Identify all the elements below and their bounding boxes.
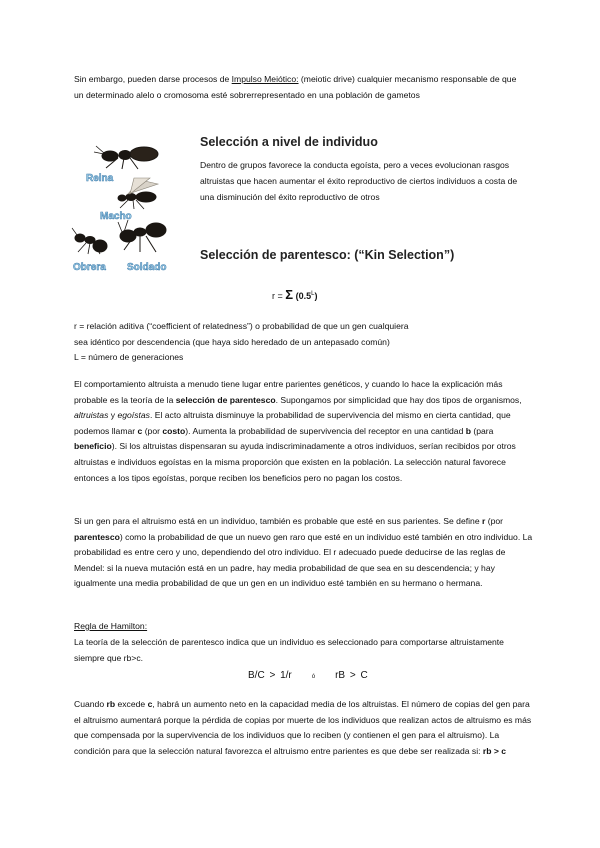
text-run: . Supongamos por simplicidad que hay dos tipos de organismos, — [275, 394, 522, 405]
bold-term: parentesco — [74, 531, 120, 542]
text-run: (para — [470, 425, 494, 436]
text-run: El comportamiento altruista a menudo tiene lugar entre parientes genéticos, y cuando lo hace la explicación más probable es la teoría de la — [74, 379, 503, 405]
bold-term: c — [147, 699, 153, 709]
formula-lhs: r = — [272, 291, 283, 301]
text-run: ). Aumenta la probabilidad de supervivencia del receptor en una cantidad — [185, 425, 466, 436]
text-run: , habrá un aumento neto en la capacidad media de los altruistas. El número de copias del gen para el altruismo aumentará porque la pérdida de copias por muerte de los individuos que realizan actos de altruismo es más que compensada por la supervivencia de los individuos que lo reciben (y contienen el gen para el altruismo). La condición para que la selección natural favorezca el altruismo entre parientes es que debe ser realizada si: — [74, 699, 532, 756]
queen-ant-image — [94, 146, 158, 169]
definition-r: r = relación aditiva (“coefficient of relatedness”) o probabilidad de que un gen cualquiera — [74, 321, 409, 331]
bold-term: beneficio — [74, 441, 112, 452]
hamilton-or: ó — [311, 674, 316, 680]
bold-term: c — [137, 425, 143, 436]
text-run: Si un gen para el altruismo está en un individuo, también es probable que esté en sus parientes. Se define — [74, 516, 482, 526]
text-run: ) como la probabilidad de que un nuevo gen raro que esté en un individuo esté también en otro individuo. La probabilidad es entre cero y uno, dependiendo del otro individuo. El r adecuado puede deducirse de las reglas de Mendel: si la nueva mutación está en un padre, hay media probabilidad de que sea en su descendencia; y hay igualmente una media probabilidad de que un gen en un individuo esté también en su hermano o hermana. — [74, 531, 533, 589]
bold-term: costo — [162, 425, 186, 436]
altruism-paragraph — [74, 377, 534, 486]
kin-selection-heading: Selección de parentesco: (“Kin Selection”) — [200, 248, 455, 262]
formula-exponent: L — [311, 291, 315, 297]
individual-selection-heading: Selección a nivel de individuo — [200, 135, 378, 149]
text-run: ). Si los altruistas dispensaran su ayuda indiscriminadamente a otros individuos, serían recibidos por otros altruistas e individuos egoístas en la misma proporción que existen en la población. La selección natural favorece entonces a los tipos egoístas, porque reciben los beneficios pero no pagan los costos. — [74, 441, 516, 483]
hamilton-formula — [248, 670, 368, 681]
definition-r-cont: sea idéntico por descendencia (que haya sido heredado de un antepasado común) — [74, 336, 390, 347]
bold-term: b — [465, 425, 471, 436]
soldier-label: Soldado — [127, 262, 167, 273]
italic-term: egoístas — [117, 410, 150, 421]
hamilton-formula-1: B/C > 1/r — [248, 670, 292, 681]
male-ant-image — [118, 178, 158, 209]
hamilton-rule-title: Regla de Hamilton: — [74, 621, 148, 631]
intro-paragraph — [74, 72, 526, 103]
sigma-symbol: Σ — [285, 287, 294, 302]
intro-text-pre: Sin embargo, pueden darse procesos de — [74, 74, 232, 84]
italic-term: altruistas — [74, 410, 109, 421]
text-run: Cuando — [74, 699, 107, 709]
formula-definitions — [74, 319, 534, 366]
bold-term: rb > c — [482, 745, 507, 756]
meiotic-drive-link[interactable]: Impulso Meiótico: — [231, 74, 299, 84]
worker-label: Obrera — [73, 262, 106, 273]
hamilton-formula-2: rB > C — [335, 670, 368, 681]
text-run: (por — [485, 516, 504, 526]
worker-ant-image — [72, 228, 107, 254]
queen-label: Reina — [86, 173, 114, 184]
text-run: (por — [142, 425, 163, 436]
text-run: excede — [115, 699, 148, 709]
definition-l: L = número de generaciones — [74, 352, 184, 363]
final-paragraph — [74, 697, 534, 759]
intro-text-post: (meiotic drive) cualquier mecanismo responsable de que un determinado alelo o cromosoma esté sobrerrepresentado en una población de gametos — [74, 74, 517, 100]
bold-term: selección de parentesco — [175, 394, 276, 405]
soldier-ant-image — [118, 220, 166, 252]
text-run: y — [108, 410, 118, 421]
formula-base: (0.5 — [295, 291, 312, 301]
bold-term: r — [482, 516, 486, 526]
bold-term: rb — [106, 699, 116, 709]
ant-castes-illustration — [70, 140, 190, 275]
formula-close: ) — [314, 291, 318, 301]
gene-paragraph — [74, 514, 534, 592]
text-run: . El acto altruista disminuye la probabilidad de supervivencia del mismo en cierta cantidad, que podemos llamar — [74, 410, 511, 436]
individual-selection-text: Dentro de grupos favorece la conducta egoísta, pero a veces evolucionan rasgos altruistas que hacen aumentar el éxito reproductivo de ciertos individuos a costa de una disminución del éxito reproductivo de otros — [200, 160, 518, 202]
male-label: Macho — [100, 211, 132, 222]
hamilton-rule-text: La teoría de la selección de parentesco indica que un individuo es seleccionado para comportarse altruistamente siempre que rb>c. — [74, 637, 504, 663]
relatedness-formula — [272, 287, 317, 302]
